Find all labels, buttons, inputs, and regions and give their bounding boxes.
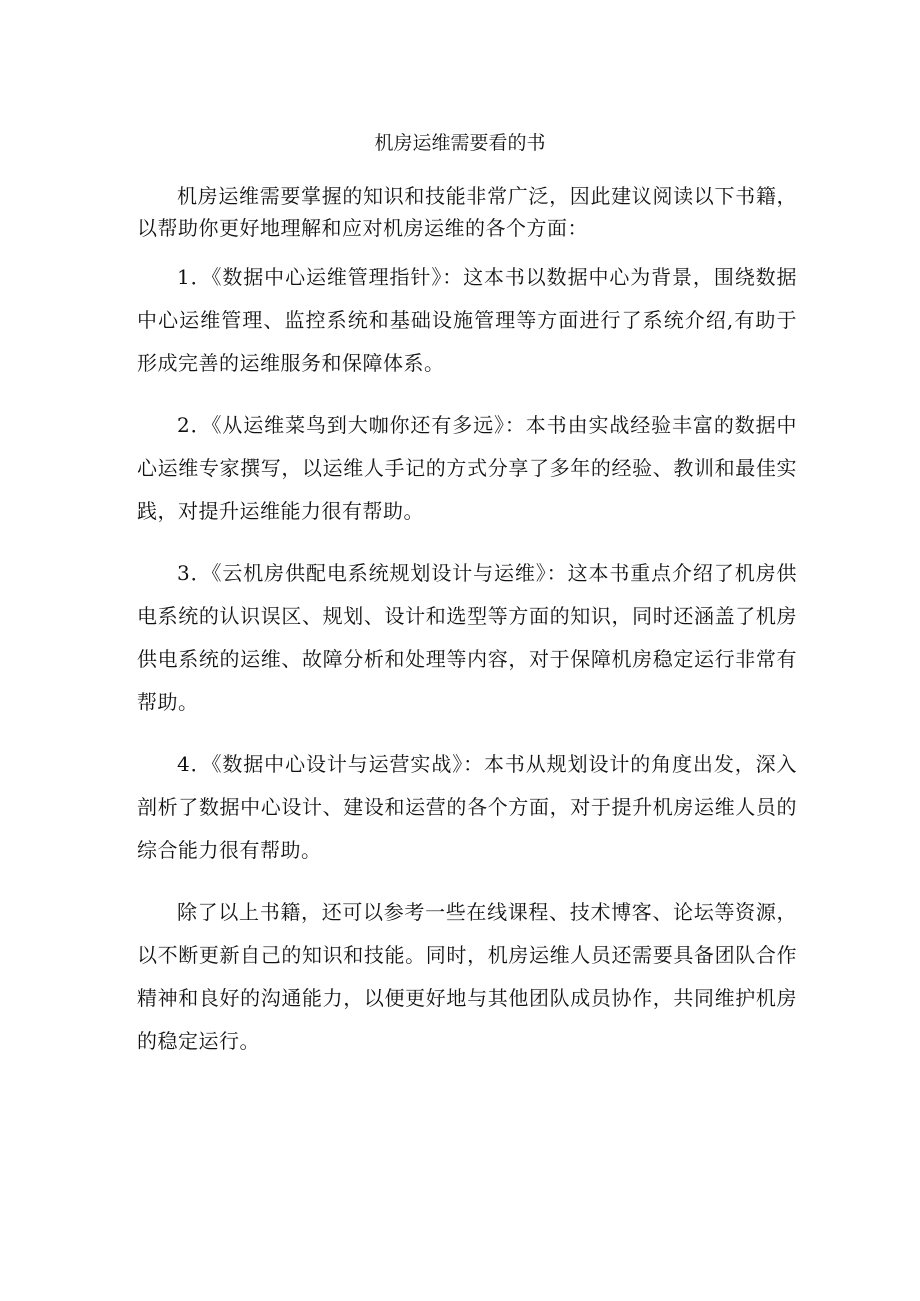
document-body — [137, 180, 797, 1063]
book-item-4: 4．《数据中心设计与运营实战》：本书从规划设计的角度出发，深入剖析了数据中心设计、建设和运营的各个方面，对于提升机房运维人员的综合能力很有帮助。 — [137, 752, 797, 862]
book-item-2: 2．《从运维菜鸟到大咖你还有多远》：本书由实战经验丰富的数据中心运维专家撰写，以运维人手记的方式分享了多年的经验、教训和最佳实践，对提升运维能力很有帮助。 — [137, 413, 797, 523]
document-title: 机房运维需要看的书 — [374, 132, 546, 154]
closing-paragraph: 除了以上书籍，还可以参考一些在线课程、技术博客、论坛等资源，以不断更新自己的知识和技能。同时，机房运维人员还需要具备团队合作精神和良好的沟通能力，以便更好地与其他团队成员协作，共同维护机房的稳定运行。 — [137, 900, 797, 1053]
book-item-3: 3．《云机房供配电系统规划设计与运维》：这本书重点介绍了机房供电系统的认识误区、规划、设计和选型等方面的知识，同时还涵盖了机房供电系统的运维、故障分析和处理等内容，对于保障机房稳定运行非常有帮助。 — [137, 561, 797, 714]
book-item-1: 1．《数据中心运维管理指针》：这本书以数据中心为背景，围绕数据中心运维管理、监控系统和基础设施管理等方面进行了系统介绍,有助于形成完善的运维服务和保障体系。 — [137, 265, 797, 375]
intro-paragraph: 机房运维需要掌握的知识和技能非常广泛，因此建议阅读以下书籍，以帮助你更好地理解和应对机房运维的各个方面： — [137, 184, 797, 240]
